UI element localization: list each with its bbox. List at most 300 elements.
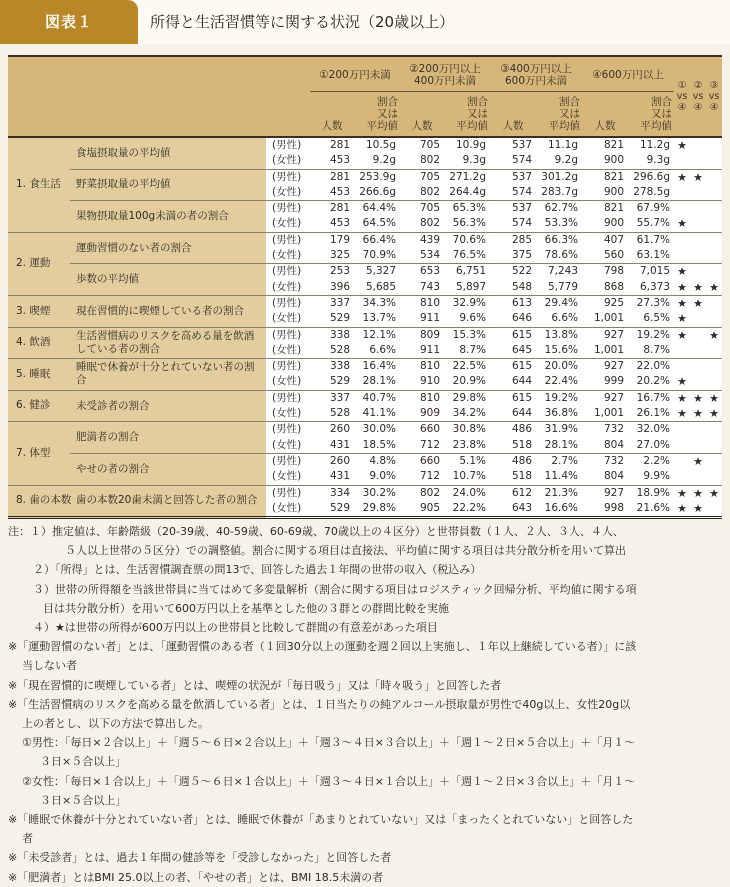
significance-empty <box>690 327 706 343</box>
sex-label: (男性) <box>266 137 310 153</box>
significance-empty <box>690 311 706 327</box>
significance-empty <box>706 438 722 454</box>
significance-empty <box>706 185 722 201</box>
value-cell: 31.9% <box>536 422 582 438</box>
value-cell: 271.2g <box>444 169 490 185</box>
count-cell: 802 <box>400 216 444 232</box>
count-cell: 643 <box>490 501 536 518</box>
header-blank <box>8 56 310 137</box>
value-header: 割合 又は 平均値 <box>640 96 672 132</box>
value-cell: 6.6% <box>354 343 400 359</box>
value-cell: 34.2% <box>444 406 490 422</box>
significance-empty <box>674 359 690 375</box>
significance-star-icon: ★ <box>690 169 706 185</box>
count-cell: 334 <box>310 485 354 501</box>
count-cell: 927 <box>582 359 628 375</box>
value-cell: 9.2g <box>536 153 582 169</box>
value-cell: 29.4% <box>536 295 582 311</box>
value-cell: 53.3% <box>536 216 582 232</box>
count-cell: 337 <box>310 390 354 406</box>
count-cell: 574 <box>490 153 536 169</box>
count-cell: 281 <box>310 201 354 217</box>
count-cell: 375 <box>490 248 536 264</box>
significance-star-icon: ★ <box>690 501 706 518</box>
count-cell: 537 <box>490 137 536 153</box>
count-cell: 253 <box>310 264 354 280</box>
footnote-line: ４）★は世帯の所得が600万円以上の世帯員と比較して群間の有意差があった項目 <box>33 621 438 635</box>
significance-empty <box>706 248 722 264</box>
count-cell: 537 <box>490 201 536 217</box>
count-cell: 281 <box>310 137 354 153</box>
footnote-line: ②女性：「毎日×１合以上」＋「週５～６日×１合以上」＋「週３～４日×１合以上」＋「週１～２日×３合以上」＋「月１～ <box>22 774 636 788</box>
value-cell: 70.9% <box>354 248 400 264</box>
income-group-header-4: ④600万円以上 <box>582 56 674 92</box>
significance-empty <box>690 153 706 169</box>
sex-label: (女性) <box>266 311 310 327</box>
count-cell: 522 <box>490 264 536 280</box>
category-label: 8. 歯の本数 <box>8 485 70 518</box>
value-cell: 55.7% <box>628 216 674 232</box>
value-cell: 16.6% <box>536 501 582 518</box>
count-cell: 804 <box>582 438 628 454</box>
count-cell: 821 <box>582 169 628 185</box>
value-cell: 29.8% <box>444 390 490 406</box>
count-cell: 574 <box>490 185 536 201</box>
item-label: 睡眠で休養が十分とれていない者の割合 <box>70 359 266 391</box>
table-row <box>8 201 722 217</box>
sex-label: (女性) <box>266 438 310 454</box>
count-cell: 534 <box>400 248 444 264</box>
count-cell: 548 <box>490 280 536 296</box>
data-table-container <box>8 55 722 519</box>
category-label: 7. 体型 <box>8 422 70 485</box>
figure-header <box>0 0 730 44</box>
count-cell: 486 <box>490 453 536 469</box>
count-cell: 810 <box>400 295 444 311</box>
table-row <box>8 327 722 343</box>
value-cell: 23.8% <box>444 438 490 454</box>
significance-empty <box>674 201 690 217</box>
significance-star-icon: ★ <box>690 390 706 406</box>
value-cell: 66.4% <box>354 232 400 248</box>
value-cell: 20.0% <box>536 359 582 375</box>
item-label: 現在習慣的に喫煙している者の割合 <box>70 295 266 327</box>
count-cell: 911 <box>400 343 444 359</box>
value-cell: 22.0% <box>628 359 674 375</box>
figure-title: 所得と生活習慣等に関する状況（20歳以上） <box>150 13 455 31</box>
count-cell: 613 <box>490 295 536 311</box>
value-cell: 64.4% <box>354 201 400 217</box>
significance-empty <box>690 359 706 375</box>
significance-star-icon: ★ <box>674 485 690 501</box>
count-cell: 179 <box>310 232 354 248</box>
value-cell: 20.2% <box>628 374 674 390</box>
table-header <box>8 56 722 137</box>
value-header: 割合 又は 平均値 <box>456 96 488 132</box>
significance-star-icon: ★ <box>690 453 706 469</box>
table-row <box>8 485 722 501</box>
footnote-line: ※「現在習慣的に喫煙している者」とは、喫煙の状況が「毎日吸う」又は「時々吸う」と回答した者 <box>8 678 502 692</box>
value-cell: 7,015 <box>628 264 674 280</box>
value-cell: 61.7% <box>628 232 674 248</box>
count-cell: 868 <box>582 280 628 296</box>
sex-label: (男性) <box>266 264 310 280</box>
table-row <box>8 359 722 375</box>
count-cell: 653 <box>400 264 444 280</box>
count-cell: 821 <box>582 137 628 153</box>
sex-label: (女性) <box>266 248 310 264</box>
significance-empty <box>690 438 706 454</box>
count-cell: 705 <box>400 169 444 185</box>
count-cell: 927 <box>582 390 628 406</box>
count-cell: 528 <box>310 406 354 422</box>
item-label: 食塩摂取量の平均値 <box>70 137 266 169</box>
sex-label: (男性) <box>266 359 310 375</box>
value-cell: 6.6% <box>536 311 582 327</box>
value-cell: 11.2g <box>628 137 674 153</box>
item-label: 未受診者の割合 <box>70 390 266 422</box>
footnote-line: ※「生活習慣病のリスクを高める量を飲酒している者」とは、１日当たりの純アルコール摂取量が男性で40g以上、女性20g以 <box>8 697 631 711</box>
significance-empty <box>690 469 706 485</box>
value-cell: 22.5% <box>444 359 490 375</box>
category-label: 1. 食生活 <box>8 137 70 232</box>
value-cell: 22.2% <box>444 501 490 518</box>
significance-star-icon: ★ <box>706 390 722 406</box>
sex-label: (女性) <box>266 280 310 296</box>
significance-empty <box>690 264 706 280</box>
value-cell: 30.8% <box>444 422 490 438</box>
count-cell: 809 <box>400 327 444 343</box>
count-cell: 486 <box>490 422 536 438</box>
value-cell: 62.7% <box>536 201 582 217</box>
value-cell: 2.2% <box>628 453 674 469</box>
value-cell: 13.8% <box>536 327 582 343</box>
value-cell: 15.3% <box>444 327 490 343</box>
count-cell: 431 <box>310 438 354 454</box>
item-label: 果物摂取量100g未満の者の割合 <box>70 201 266 233</box>
count-cell: 537 <box>490 169 536 185</box>
item-label: やせの者の割合 <box>70 453 266 485</box>
significance-empty <box>674 248 690 264</box>
footnote-line: ①男性：「毎日×２合以上」＋「週５～６日×２合以上」＋「週３～４日×３合以上」＋「週１～２日×５合以上」＋「月１～ <box>22 736 636 750</box>
income-group-header-1: ①200万円未満 <box>310 56 400 92</box>
count-cell: 439 <box>400 232 444 248</box>
count-cell: 900 <box>582 216 628 232</box>
count-cell: 325 <box>310 248 354 264</box>
significance-empty <box>674 153 690 169</box>
value-cell: 27.3% <box>628 295 674 311</box>
count-cell: 705 <box>400 137 444 153</box>
value-cell: 28.1% <box>354 374 400 390</box>
count-cell: 644 <box>490 406 536 422</box>
significance-empty <box>706 469 722 485</box>
count-cell: 927 <box>582 327 628 343</box>
sex-label: (女性) <box>266 216 310 232</box>
table-body <box>8 137 722 518</box>
significance-empty <box>674 232 690 248</box>
value-cell: 5,685 <box>354 280 400 296</box>
value-cell: 66.3% <box>536 232 582 248</box>
value-cell: 78.6% <box>536 248 582 264</box>
sex-label: (女性) <box>266 469 310 485</box>
value-cell: 296.6g <box>628 169 674 185</box>
value-cell: 40.7% <box>354 390 400 406</box>
value-cell: 278.5g <box>628 185 674 201</box>
sex-label: (男性) <box>266 232 310 248</box>
value-header: 割合 又は 平均値 <box>366 96 398 132</box>
significance-empty <box>706 374 722 390</box>
table-row <box>8 295 722 311</box>
significance-empty <box>706 137 722 153</box>
significance-star-icon: ★ <box>674 169 690 185</box>
count-cell: 1,001 <box>582 406 628 422</box>
table-row <box>8 137 722 153</box>
count-cell: 560 <box>582 248 628 264</box>
count-cell: 732 <box>582 422 628 438</box>
sex-label: (女性) <box>266 153 310 169</box>
count-cell: 615 <box>490 359 536 375</box>
count-cell: 909 <box>400 406 444 422</box>
significance-empty <box>690 185 706 201</box>
value-cell: 27.0% <box>628 438 674 454</box>
sex-label: (男性) <box>266 453 310 469</box>
significance-star-icon: ★ <box>706 406 722 422</box>
count-cell: 911 <box>400 311 444 327</box>
significance-empty <box>706 359 722 375</box>
comparison-header-1-vs-4: ① vs ④ <box>676 80 688 113</box>
value-cell: 11.4% <box>536 469 582 485</box>
sex-label: (男性) <box>266 169 310 185</box>
count-cell: 518 <box>490 469 536 485</box>
value-cell: 32.0% <box>628 422 674 438</box>
sex-label: (女性) <box>266 374 310 390</box>
footnote-line: ※「運動習慣のない者」とは、「運動習慣のある者（１回30分以上の運動を週２回以上実施し、１年以上継続している者）」に該 <box>8 640 637 654</box>
category-label: 5. 睡眠 <box>8 359 70 391</box>
category-label: 2. 運動 <box>8 232 70 295</box>
count-cell: 337 <box>310 295 354 311</box>
significance-empty <box>706 153 722 169</box>
significance-empty <box>674 453 690 469</box>
item-label: 生活習慣病のリスクを高める量を飲酒している者の割合 <box>70 327 266 359</box>
significance-star-icon: ★ <box>674 280 690 296</box>
value-cell: 266.6g <box>354 185 400 201</box>
item-label: 運動習慣のない者の割合 <box>70 232 266 264</box>
value-cell: 5.1% <box>444 453 490 469</box>
value-cell: 9.0% <box>354 469 400 485</box>
significance-star-icon: ★ <box>690 280 706 296</box>
significance-empty <box>706 216 722 232</box>
item-label: 歩数の平均値 <box>70 264 266 296</box>
value-cell: 6,751 <box>444 264 490 280</box>
count-cell: 338 <box>310 327 354 343</box>
category-label: 4. 飲酒 <box>8 327 70 359</box>
significance-empty <box>706 311 722 327</box>
count-cell: 743 <box>400 280 444 296</box>
count-cell: 453 <box>310 153 354 169</box>
value-cell: 34.3% <box>354 295 400 311</box>
value-cell: 10.7% <box>444 469 490 485</box>
significance-star-icon: ★ <box>674 501 690 518</box>
count-cell: 900 <box>582 185 628 201</box>
value-cell: 9.6% <box>444 311 490 327</box>
sex-label: (男性) <box>266 390 310 406</box>
value-cell: 41.1% <box>354 406 400 422</box>
count-cell: 1,001 <box>582 311 628 327</box>
table-row <box>8 390 722 406</box>
significance-empty <box>674 343 690 359</box>
significance-empty <box>690 343 706 359</box>
footnote-line: 目は共分散分析）を用いて600万円以上を基準とした他の３群との群間比較を実施 <box>43 601 449 615</box>
count-cell: 645 <box>490 343 536 359</box>
significance-star-icon: ★ <box>674 264 690 280</box>
count-header: 人数 <box>411 120 433 132</box>
value-cell: 30.2% <box>354 485 400 501</box>
significance-empty <box>706 453 722 469</box>
value-cell: 21.3% <box>536 485 582 501</box>
value-cell: 5,327 <box>354 264 400 280</box>
footnote-line: 者 <box>22 832 33 846</box>
significance-empty <box>706 422 722 438</box>
value-cell: 10.9g <box>444 137 490 153</box>
value-cell: 64.5% <box>354 216 400 232</box>
count-cell: 644 <box>490 374 536 390</box>
value-cell: 264.4g <box>444 185 490 201</box>
count-cell: 925 <box>582 295 628 311</box>
value-cell: 67.9% <box>628 201 674 217</box>
value-cell: 16.7% <box>628 390 674 406</box>
footnote-line: 上の者とし、以下の方法で算出した。 <box>22 717 209 731</box>
value-cell: 5,897 <box>444 280 490 296</box>
significance-empty <box>690 137 706 153</box>
value-cell: 9.3g <box>628 153 674 169</box>
significance-star-icon: ★ <box>690 485 706 501</box>
count-cell: 260 <box>310 453 354 469</box>
value-cell: 63.1% <box>628 248 674 264</box>
significance-empty <box>706 343 722 359</box>
count-cell: 407 <box>582 232 628 248</box>
significance-empty <box>706 169 722 185</box>
significance-star-icon: ★ <box>706 280 722 296</box>
significance-empty <box>706 295 722 311</box>
value-cell: 19.2% <box>628 327 674 343</box>
count-header: 人数 <box>321 120 343 132</box>
value-cell: 6,373 <box>628 280 674 296</box>
count-cell: 660 <box>400 453 444 469</box>
significance-star-icon: ★ <box>674 406 690 422</box>
footnote-line: ※「睡眠で休養が十分とれていない者」とは、睡眠で休養が「あまりとれていない」又は「まったくとれていない」と回答した <box>8 813 634 827</box>
value-cell: 36.8% <box>536 406 582 422</box>
footnote-line: 当しない者 <box>22 659 77 673</box>
count-cell: 574 <box>490 216 536 232</box>
count-cell: 802 <box>400 185 444 201</box>
significance-empty <box>690 201 706 217</box>
value-cell: 2.7% <box>536 453 582 469</box>
category-label: 3. 喫煙 <box>8 295 70 327</box>
value-cell: 301.2g <box>536 169 582 185</box>
sex-label: (男性) <box>266 295 310 311</box>
value-cell: 76.5% <box>444 248 490 264</box>
sex-label: (女性) <box>266 501 310 518</box>
significance-empty <box>706 201 722 217</box>
value-cell: 8.7% <box>628 343 674 359</box>
count-cell: 712 <box>400 469 444 485</box>
count-cell: 529 <box>310 374 354 390</box>
income-group-header-2: ②200万円以上 400万円未満 <box>400 56 490 92</box>
footnote-line: ※「肥満者」とはBMI 25.0以上の者、「やせの者」とは、BMI 18.5未満の者 <box>8 870 384 884</box>
value-cell: 13.7% <box>354 311 400 327</box>
count-cell: 810 <box>400 390 444 406</box>
count-cell: 612 <box>490 485 536 501</box>
value-cell: 70.6% <box>444 232 490 248</box>
value-cell: 8.7% <box>444 343 490 359</box>
value-cell: 16.4% <box>354 359 400 375</box>
footnote-line: ２）「所得」とは、生活習慣調査票の問13で、回答した過去１年間の世帯の収入（税込み） <box>33 563 482 577</box>
value-cell: 18.5% <box>354 438 400 454</box>
value-cell: 19.2% <box>536 390 582 406</box>
significance-star-icon: ★ <box>674 311 690 327</box>
footnote-line: 注：１）推定値は、年齢階級（20-39歳、40-59歳、60-69歳、70歳以上の４区分）と世帯員数（１人、２人、３人、４人、 <box>8 525 624 538</box>
value-cell: 6.5% <box>628 311 674 327</box>
significance-empty <box>690 422 706 438</box>
value-cell: 21.6% <box>628 501 674 518</box>
item-label: 肥満者の割合 <box>70 422 266 454</box>
value-cell: 283.7g <box>536 185 582 201</box>
value-cell: 11.1g <box>536 137 582 153</box>
count-cell: 999 <box>582 374 628 390</box>
value-cell: 20.9% <box>444 374 490 390</box>
significance-star-icon: ★ <box>706 327 722 343</box>
count-cell: 927 <box>582 485 628 501</box>
value-cell: 4.8% <box>354 453 400 469</box>
significance-empty <box>690 232 706 248</box>
value-cell: 9.9% <box>628 469 674 485</box>
significance-star-icon: ★ <box>706 485 722 501</box>
sex-label: (女性) <box>266 406 310 422</box>
item-label: 歯の本数20歯未満と回答した者の割合 <box>70 485 266 518</box>
count-header: 人数 <box>502 120 524 132</box>
value-header: 割合 又は 平均値 <box>548 96 580 132</box>
count-cell: 281 <box>310 169 354 185</box>
table-row <box>8 264 722 280</box>
count-cell: 453 <box>310 216 354 232</box>
count-cell: 338 <box>310 359 354 375</box>
footnote-line: ５人以上世帯の５区分）での調整値。割合に関する項目は直接法、平均値に関する項目は共分散分析を用いて算出 <box>65 544 626 558</box>
significance-empty <box>674 438 690 454</box>
value-cell: 10.5g <box>354 137 400 153</box>
value-cell: 12.1% <box>354 327 400 343</box>
significance-empty <box>706 232 722 248</box>
income-group-header-3: ③400万円以上 600万円未満 <box>490 56 582 92</box>
count-cell: 285 <box>490 232 536 248</box>
figure-number-tag: 図表１ <box>0 0 138 44</box>
category-label: 6. 健診 <box>8 390 70 422</box>
count-cell: 705 <box>400 201 444 217</box>
count-cell: 810 <box>400 359 444 375</box>
table-row <box>8 453 722 469</box>
count-cell: 260 <box>310 422 354 438</box>
count-cell: 712 <box>400 438 444 454</box>
significance-star-icon: ★ <box>674 137 690 153</box>
significance-empty <box>690 248 706 264</box>
table-row <box>8 169 722 185</box>
value-cell: 32.9% <box>444 295 490 311</box>
significance-empty <box>706 264 722 280</box>
footnote-line: ３日×５合以上」 <box>40 755 127 769</box>
comparison-header-2-vs-4: ② vs ④ <box>692 80 704 113</box>
count-cell: 518 <box>490 438 536 454</box>
count-cell: 615 <box>490 390 536 406</box>
significance-star-icon: ★ <box>674 295 690 311</box>
